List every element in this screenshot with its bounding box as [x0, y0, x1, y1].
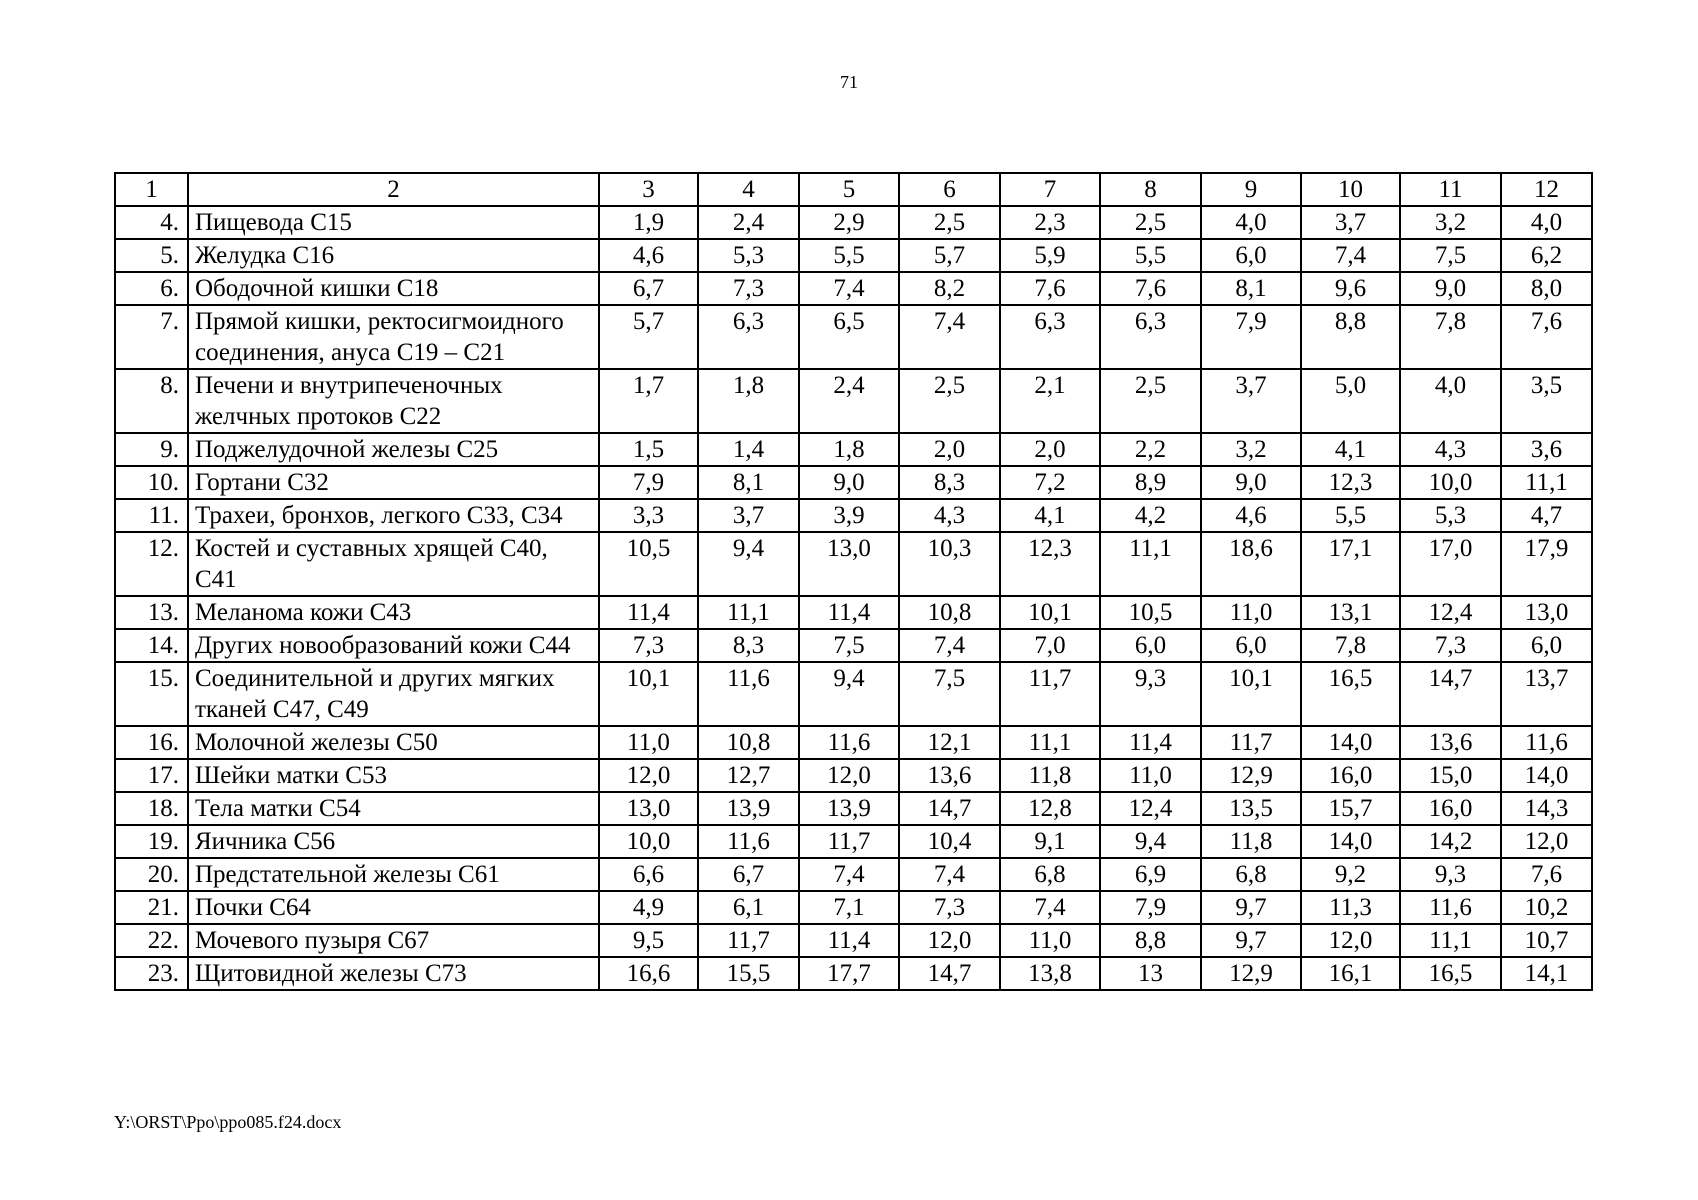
value-cell: 12,7	[698, 759, 799, 792]
value-cell: 2,4	[698, 206, 799, 239]
value-cell: 7,2	[1000, 466, 1100, 499]
value-cell: 7,5	[1400, 239, 1501, 272]
value-cell: 13,5	[1201, 792, 1301, 825]
value-cell: 8,2	[899, 272, 1000, 305]
row-number: 8.	[115, 369, 188, 433]
value-cell: 12,9	[1201, 957, 1301, 990]
table-row	[115, 532, 1592, 596]
row-label: Гортани С32	[188, 466, 599, 499]
row-number: 21.	[115, 891, 188, 924]
value-cell: 18,6	[1201, 532, 1301, 596]
value-cell: 6,5	[799, 305, 899, 369]
column-header: 11	[1400, 173, 1501, 206]
value-cell: 7,9	[599, 466, 698, 499]
value-cell: 9,3	[1400, 858, 1501, 891]
column-header: 12	[1501, 173, 1592, 206]
table-row	[115, 891, 1592, 924]
value-cell: 6,0	[1100, 629, 1201, 662]
value-cell: 11,1	[1501, 466, 1592, 499]
value-cell: 10,5	[599, 532, 698, 596]
value-cell: 11,7	[1201, 726, 1301, 759]
value-cell: 9,1	[1000, 825, 1100, 858]
value-cell: 2,0	[1000, 433, 1100, 466]
value-cell: 11,7	[698, 924, 799, 957]
value-cell: 2,4	[799, 369, 899, 433]
row-number: 11.	[115, 499, 188, 532]
value-cell: 4,6	[599, 239, 698, 272]
value-cell: 4,0	[1501, 206, 1592, 239]
value-cell: 10,1	[1201, 662, 1301, 726]
value-cell: 11,6	[799, 726, 899, 759]
value-cell: 8,1	[698, 466, 799, 499]
row-number: 10.	[115, 466, 188, 499]
value-cell: 5,5	[799, 239, 899, 272]
value-cell: 14,7	[1400, 662, 1501, 726]
value-cell: 14,1	[1501, 957, 1592, 990]
value-cell: 8,3	[899, 466, 1000, 499]
value-cell: 9,4	[799, 662, 899, 726]
row-number: 18.	[115, 792, 188, 825]
value-cell: 7,9	[1201, 305, 1301, 369]
row-number: 13.	[115, 596, 188, 629]
value-cell: 8,9	[1100, 466, 1201, 499]
row-label: Соединительной и других мягких тканей С47, С49	[188, 662, 599, 726]
row-number: 7.	[115, 305, 188, 369]
value-cell: 12,0	[599, 759, 698, 792]
value-cell: 10,8	[698, 726, 799, 759]
table-row	[115, 369, 1592, 433]
value-cell: 11,0	[1201, 596, 1301, 629]
value-cell: 7,4	[899, 629, 1000, 662]
value-cell: 13,0	[599, 792, 698, 825]
value-cell: 4,2	[1100, 499, 1201, 532]
row-number: 22.	[115, 924, 188, 957]
value-cell: 7,6	[1501, 858, 1592, 891]
value-cell: 10,1	[1000, 596, 1100, 629]
value-cell: 4,0	[1400, 369, 1501, 433]
value-cell: 7,3	[698, 272, 799, 305]
row-label: Мочевого пузыря С67	[188, 924, 599, 957]
value-cell: 7,6	[1501, 305, 1592, 369]
value-cell: 10,0	[599, 825, 698, 858]
value-cell: 6,1	[698, 891, 799, 924]
value-cell: 10,5	[1100, 596, 1201, 629]
value-cell: 14,0	[1301, 825, 1400, 858]
value-cell: 9,0	[799, 466, 899, 499]
value-cell: 4,1	[1000, 499, 1100, 532]
value-cell: 12,4	[1400, 596, 1501, 629]
row-number: 20.	[115, 858, 188, 891]
row-label: Пищевода С15	[188, 206, 599, 239]
value-cell: 11,1	[1000, 726, 1100, 759]
value-cell: 3,2	[1400, 206, 1501, 239]
table-row	[115, 499, 1592, 532]
value-cell: 12,0	[1501, 825, 1592, 858]
value-cell: 11,1	[1100, 532, 1201, 596]
value-cell: 2,1	[1000, 369, 1100, 433]
column-header: 10	[1301, 173, 1400, 206]
table-row	[115, 206, 1592, 239]
value-cell: 4,9	[599, 891, 698, 924]
value-cell: 12,4	[1100, 792, 1201, 825]
row-label: Костей и суставных хрящей С40, С41	[188, 532, 599, 596]
value-cell: 9,2	[1301, 858, 1400, 891]
value-cell: 2,3	[1000, 206, 1100, 239]
value-cell: 7,4	[1000, 891, 1100, 924]
value-cell: 11,8	[1000, 759, 1100, 792]
value-cell: 12,8	[1000, 792, 1100, 825]
row-number: 12.	[115, 532, 188, 596]
row-number: 14.	[115, 629, 188, 662]
row-label: Шейки матки С53	[188, 759, 599, 792]
value-cell: 6,9	[1100, 858, 1201, 891]
value-cell: 11,4	[1100, 726, 1201, 759]
value-cell: 11,4	[799, 924, 899, 957]
table-row	[115, 957, 1592, 990]
value-cell: 13,8	[1000, 957, 1100, 990]
value-cell: 5,5	[1301, 499, 1400, 532]
value-cell: 6,0	[1201, 239, 1301, 272]
value-cell: 16,0	[1400, 792, 1501, 825]
value-cell: 11,0	[1100, 759, 1201, 792]
value-cell: 13,6	[1400, 726, 1501, 759]
value-cell: 5,9	[1000, 239, 1100, 272]
data-table	[114, 172, 1593, 991]
row-label: Других новообразований кожи С44	[188, 629, 599, 662]
table-row	[115, 858, 1592, 891]
value-cell: 7,4	[1301, 239, 1400, 272]
row-label: Яичника С56	[188, 825, 599, 858]
value-cell: 2,5	[1100, 206, 1201, 239]
value-cell: 7,1	[799, 891, 899, 924]
value-cell: 14,0	[1301, 726, 1400, 759]
value-cell: 6,8	[1000, 858, 1100, 891]
value-cell: 11,6	[698, 662, 799, 726]
column-header: 3	[599, 173, 698, 206]
value-cell: 2,5	[1100, 369, 1201, 433]
value-cell: 16,5	[1400, 957, 1501, 990]
value-cell: 10,2	[1501, 891, 1592, 924]
value-cell: 9,3	[1100, 662, 1201, 726]
value-cell: 13,9	[698, 792, 799, 825]
table-row	[115, 466, 1592, 499]
value-cell: 13,0	[799, 532, 899, 596]
value-cell: 7,4	[899, 305, 1000, 369]
value-cell: 3,6	[1501, 433, 1592, 466]
value-cell: 7,0	[1000, 629, 1100, 662]
value-cell: 9,4	[1100, 825, 1201, 858]
value-cell: 7,3	[1400, 629, 1501, 662]
value-cell: 10,7	[1501, 924, 1592, 957]
value-cell: 14,3	[1501, 792, 1592, 825]
value-cell: 9,7	[1201, 891, 1301, 924]
value-cell: 9,0	[1201, 466, 1301, 499]
value-cell: 2,2	[1100, 433, 1201, 466]
value-cell: 5,5	[1100, 239, 1201, 272]
value-cell: 11,4	[599, 596, 698, 629]
value-cell: 2,5	[899, 369, 1000, 433]
value-cell: 7,5	[799, 629, 899, 662]
value-cell: 11,6	[1400, 891, 1501, 924]
column-header: 4	[698, 173, 799, 206]
footer-file-path: Y:\ORST\Ppo\ppo085.f24.docx	[114, 1112, 342, 1132]
value-cell: 11,0	[599, 726, 698, 759]
value-cell: 13,0	[1501, 596, 1592, 629]
value-cell: 6,0	[1501, 629, 1592, 662]
value-cell: 3,9	[799, 499, 899, 532]
column-header: 6	[899, 173, 1000, 206]
table-row	[115, 239, 1592, 272]
value-cell: 13,9	[799, 792, 899, 825]
table-row	[115, 792, 1592, 825]
value-cell: 13,6	[899, 759, 1000, 792]
value-cell: 11,7	[799, 825, 899, 858]
value-cell: 1,5	[599, 433, 698, 466]
row-number: 6.	[115, 272, 188, 305]
value-cell: 5,3	[1400, 499, 1501, 532]
value-cell: 9,7	[1201, 924, 1301, 957]
value-cell: 11,8	[1201, 825, 1301, 858]
value-cell: 1,9	[599, 206, 698, 239]
value-cell: 7,4	[799, 858, 899, 891]
value-cell: 4,3	[899, 499, 1000, 532]
page-number: 71	[840, 72, 858, 92]
value-cell: 7,5	[899, 662, 1000, 726]
value-cell: 8,0	[1501, 272, 1592, 305]
value-cell: 14,7	[899, 792, 1000, 825]
row-label: Почки С64	[188, 891, 599, 924]
value-cell: 8,8	[1100, 924, 1201, 957]
value-cell: 11,6	[698, 825, 799, 858]
value-cell: 7,6	[1100, 272, 1201, 305]
row-label: Меланома кожи С43	[188, 596, 599, 629]
row-number: 15.	[115, 662, 188, 726]
value-cell: 7,4	[799, 272, 899, 305]
value-cell: 15,7	[1301, 792, 1400, 825]
value-cell: 16,6	[599, 957, 698, 990]
value-cell: 7,3	[599, 629, 698, 662]
value-cell: 8,3	[698, 629, 799, 662]
value-cell: 9,4	[698, 532, 799, 596]
value-cell: 6,0	[1201, 629, 1301, 662]
value-cell: 3,7	[1301, 206, 1400, 239]
row-label: Трахеи, бронхов, легкого С33, С34	[188, 499, 599, 532]
value-cell: 11,4	[799, 596, 899, 629]
value-cell: 11,7	[1000, 662, 1100, 726]
value-cell: 8,1	[1201, 272, 1301, 305]
value-cell: 7,4	[899, 858, 1000, 891]
value-cell: 10,0	[1400, 466, 1501, 499]
column-header: 1	[115, 173, 188, 206]
value-cell: 1,8	[698, 369, 799, 433]
table-row	[115, 433, 1592, 466]
value-cell: 15,0	[1400, 759, 1501, 792]
value-cell: 10,4	[899, 825, 1000, 858]
column-header: 8	[1100, 173, 1201, 206]
row-label: Предстательной железы С61	[188, 858, 599, 891]
table-row	[115, 596, 1592, 629]
row-number: 23.	[115, 957, 188, 990]
value-cell: 13	[1100, 957, 1201, 990]
value-cell: 2,9	[799, 206, 899, 239]
value-cell: 14,0	[1501, 759, 1592, 792]
value-cell: 7,9	[1100, 891, 1201, 924]
value-cell: 12,0	[899, 924, 1000, 957]
value-cell: 9,5	[599, 924, 698, 957]
value-cell: 4,6	[1201, 499, 1301, 532]
value-cell: 3,7	[698, 499, 799, 532]
value-cell: 6,2	[1501, 239, 1592, 272]
value-cell: 7,6	[1000, 272, 1100, 305]
value-cell: 12,0	[1301, 924, 1400, 957]
row-number: 5.	[115, 239, 188, 272]
row-number: 9.	[115, 433, 188, 466]
value-cell: 5,0	[1301, 369, 1400, 433]
value-cell: 11,1	[698, 596, 799, 629]
value-cell: 3,7	[1201, 369, 1301, 433]
row-label: Тела матки С54	[188, 792, 599, 825]
row-number: 17.	[115, 759, 188, 792]
value-cell: 12,3	[1301, 466, 1400, 499]
value-cell: 8,8	[1301, 305, 1400, 369]
value-cell: 4,7	[1501, 499, 1592, 532]
value-cell: 10,8	[899, 596, 1000, 629]
value-cell: 6,6	[599, 858, 698, 891]
row-number: 16.	[115, 726, 188, 759]
value-cell: 10,1	[599, 662, 698, 726]
value-cell: 12,9	[1201, 759, 1301, 792]
value-cell: 12,3	[1000, 532, 1100, 596]
value-cell: 6,3	[1000, 305, 1100, 369]
column-header: 9	[1201, 173, 1301, 206]
value-cell: 13,7	[1501, 662, 1592, 726]
value-cell: 15,5	[698, 957, 799, 990]
value-cell: 9,6	[1301, 272, 1400, 305]
value-cell: 7,3	[899, 891, 1000, 924]
column-header: 2	[188, 173, 599, 206]
value-cell: 2,0	[899, 433, 1000, 466]
value-cell: 17,9	[1501, 532, 1592, 596]
row-label: Прямой кишки, ректосигмоидного соединения, ануса С19 – С21	[188, 305, 599, 369]
row-number: 19.	[115, 825, 188, 858]
value-cell: 3,3	[599, 499, 698, 532]
value-cell: 17,0	[1400, 532, 1501, 596]
value-cell: 17,1	[1301, 532, 1400, 596]
value-cell: 11,1	[1400, 924, 1501, 957]
value-cell: 11,0	[1000, 924, 1100, 957]
row-label: Желудка С16	[188, 239, 599, 272]
value-cell: 12,1	[899, 726, 1000, 759]
value-cell: 17,7	[799, 957, 899, 990]
value-cell: 1,7	[599, 369, 698, 433]
value-cell: 14,7	[899, 957, 1000, 990]
table-row	[115, 924, 1592, 957]
value-cell: 4,0	[1201, 206, 1301, 239]
row-label: Поджелудочной железы С25	[188, 433, 599, 466]
value-cell: 16,0	[1301, 759, 1400, 792]
value-cell: 16,5	[1301, 662, 1400, 726]
value-cell: 7,8	[1400, 305, 1501, 369]
value-cell: 6,7	[599, 272, 698, 305]
value-cell: 2,5	[899, 206, 1000, 239]
table-row	[115, 662, 1592, 726]
table-body	[115, 173, 1592, 990]
value-cell: 5,3	[698, 239, 799, 272]
value-cell: 5,7	[599, 305, 698, 369]
value-cell: 6,7	[698, 858, 799, 891]
row-number: 4.	[115, 206, 188, 239]
value-cell: 6,3	[698, 305, 799, 369]
column-header: 5	[799, 173, 899, 206]
row-label: Ободочной кишки С18	[188, 272, 599, 305]
value-cell: 4,1	[1301, 433, 1400, 466]
value-cell: 14,2	[1400, 825, 1501, 858]
table-header-row	[115, 173, 1592, 206]
row-label: Молочной железы С50	[188, 726, 599, 759]
value-cell: 11,6	[1501, 726, 1592, 759]
value-cell: 12,0	[799, 759, 899, 792]
value-cell: 16,1	[1301, 957, 1400, 990]
value-cell: 3,5	[1501, 369, 1592, 433]
table-row	[115, 272, 1592, 305]
column-header: 7	[1000, 173, 1100, 206]
value-cell: 13,1	[1301, 596, 1400, 629]
value-cell: 10,3	[899, 532, 1000, 596]
table-row	[115, 825, 1592, 858]
row-label: Щитовидной железы С73	[188, 957, 599, 990]
value-cell: 5,7	[899, 239, 1000, 272]
row-label: Печени и внутрипеченочных желчных протоков С22	[188, 369, 599, 433]
value-cell: 11,3	[1301, 891, 1400, 924]
value-cell: 9,0	[1400, 272, 1501, 305]
value-cell: 1,4	[698, 433, 799, 466]
value-cell: 7,8	[1301, 629, 1400, 662]
table-row	[115, 759, 1592, 792]
table-row	[115, 305, 1592, 369]
value-cell: 6,3	[1100, 305, 1201, 369]
table-row	[115, 629, 1592, 662]
table-row	[115, 726, 1592, 759]
value-cell: 3,2	[1201, 433, 1301, 466]
value-cell: 4,3	[1400, 433, 1501, 466]
value-cell: 6,8	[1201, 858, 1301, 891]
value-cell: 1,8	[799, 433, 899, 466]
